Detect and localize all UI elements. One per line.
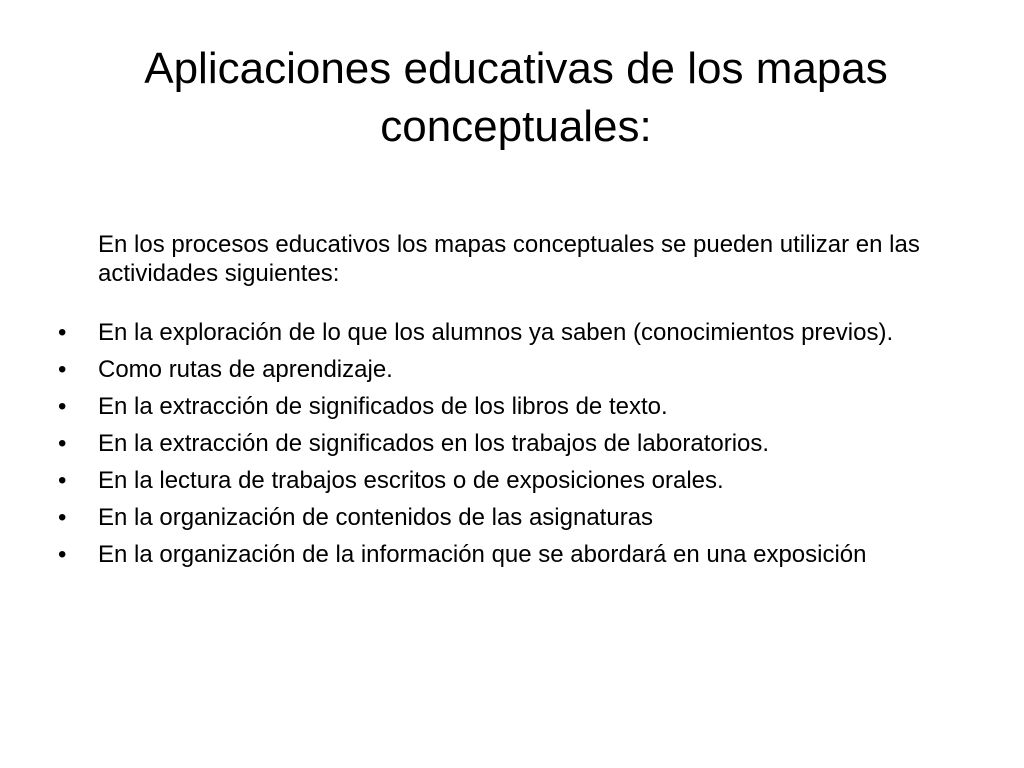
- bullet-icon: •: [58, 393, 67, 420]
- bullet-icon: •: [58, 541, 67, 568]
- list-item: [56, 355, 956, 384]
- slide-title: Aplicaciones educativas de los mapas conceptuales:: [144, 44, 888, 151]
- list-item: [56, 429, 956, 458]
- list-item-text: En la exploración de lo que los alumnos ya saben (conocimientos previos).: [98, 319, 894, 346]
- list-item: [56, 503, 956, 532]
- list-item: [56, 466, 956, 495]
- list-item-text: En la extracción de significados en los trabajos de laboratorios.: [98, 430, 770, 457]
- list-item: [56, 318, 956, 347]
- list-item-text: Como rutas de aprendizaje.: [98, 356, 393, 383]
- bullet-icon: •: [58, 356, 67, 383]
- bullet-icon: •: [58, 319, 67, 346]
- slide-body: [56, 230, 956, 577]
- list-item: [56, 540, 956, 569]
- intro-paragraph: En los procesos educativos los mapas conceptuales se pueden utilizar en las actividades siguientes:: [98, 231, 920, 287]
- bullet-icon: •: [58, 467, 67, 494]
- list-item: [56, 392, 956, 421]
- bullet-list: [56, 318, 956, 569]
- bullet-icon: •: [58, 430, 67, 457]
- list-item-text: En la lectura de trabajos escritos o de exposiciones orales.: [98, 467, 724, 494]
- list-item-text: En la organización de contenidos de las asignaturas: [98, 504, 654, 531]
- bullet-icon: •: [58, 504, 67, 531]
- list-item-text: En la organización de la información que se abordará en una exposición: [98, 541, 867, 568]
- list-item-text: En la extracción de significados de los libros de texto.: [98, 393, 668, 420]
